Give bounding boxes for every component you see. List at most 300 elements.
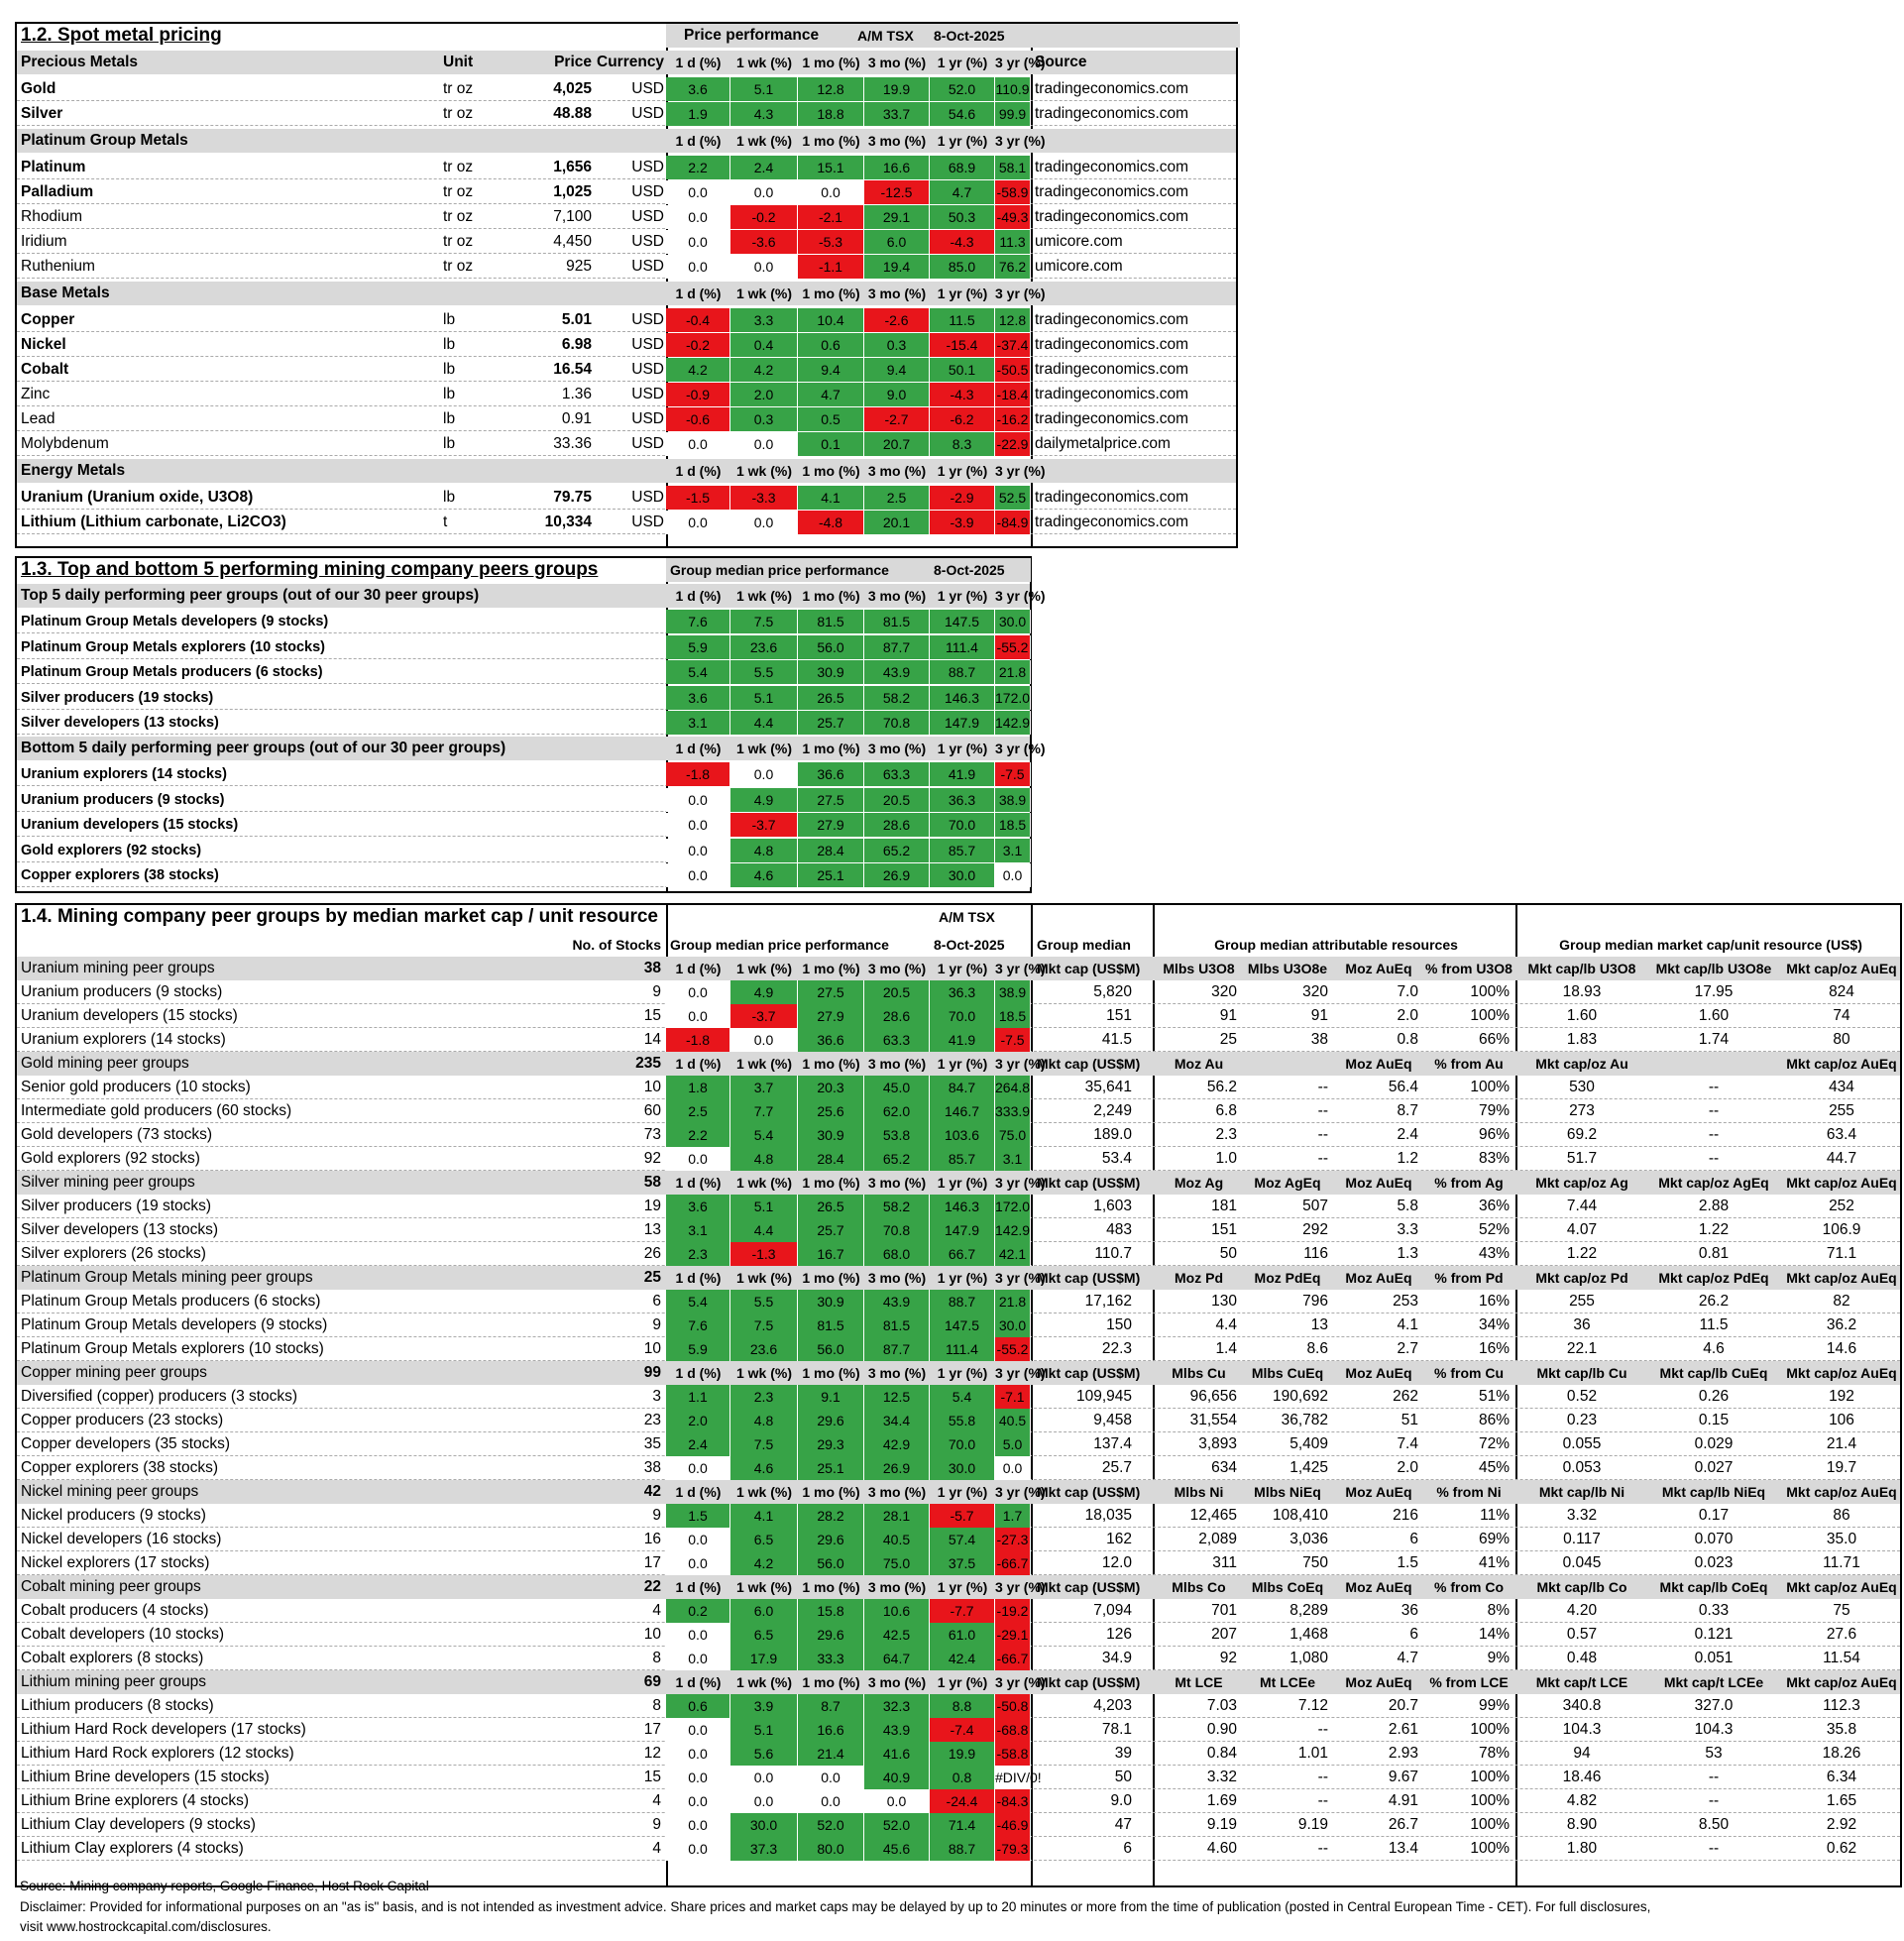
perf-cell: 0.6	[798, 333, 864, 357]
mktcap-unit-value: 27.6	[1826, 1626, 1857, 1643]
metal-row	[17, 333, 1236, 357]
resource-value: --	[1317, 1126, 1328, 1143]
mktcap-unit-value: 63.4	[1826, 1126, 1857, 1143]
mktcap-unit-value: 3.32	[1566, 1507, 1598, 1524]
mktcap-unit-value: 0.23	[1566, 1412, 1598, 1428]
perf-cell: 1.1	[666, 1385, 730, 1409]
perf-cell: 0.0	[798, 1766, 864, 1789]
perf-cell: 27.9	[798, 1004, 864, 1028]
mktcap-unit-value: 4.20	[1566, 1602, 1598, 1619]
perf-cell: -5.7	[930, 1504, 995, 1528]
perf-cell: 8.3	[930, 432, 995, 456]
perf-cell: 4.4	[730, 711, 798, 735]
perf-col-header: 3 yr (%)	[995, 1484, 1046, 1500]
group-name: Platinum Group Metals	[21, 132, 188, 149]
price: 4,450	[553, 233, 592, 250]
res-col-header: Mlbs CuEq	[1251, 1365, 1324, 1381]
mcr-col-header: Mkt cap/lb U3O8e	[1655, 961, 1772, 976]
resource-value: 1.5	[1397, 1554, 1418, 1571]
currency-col-header: Currency	[597, 54, 665, 70]
perf-cell: 20.5	[864, 788, 930, 812]
mktcap-unit-value: 69.2	[1566, 1126, 1598, 1143]
perf-col-header: 1 d (%)	[675, 1056, 722, 1072]
perf-col-header: 3 yr (%)	[995, 1270, 1046, 1286]
perf-cell: 7.6	[666, 1313, 730, 1337]
peer-group-name: Cobalt explorers (8 stocks)	[21, 1650, 204, 1666]
perf-cell: 36.3	[930, 980, 995, 1004]
mktcap-unit-value: 327.0	[1694, 1697, 1734, 1714]
section-title: 1.3. Top and bottom 5 performing mining company peers groups	[21, 559, 599, 580]
perf-cell: 15.1	[798, 156, 864, 179]
perf-cell: 85.7	[930, 1147, 995, 1171]
res-col-header: Mlbs U3O8e	[1247, 961, 1328, 976]
perf-cell: 81.5	[864, 610, 930, 633]
perf-col-header: 1 d (%)	[675, 1484, 722, 1500]
perf-col-header: 1 mo (%)	[802, 588, 860, 604]
peer-group-row	[17, 1456, 1900, 1480]
resource-value: 4.1	[1397, 1316, 1418, 1333]
price: 6.98	[561, 336, 592, 353]
resource-value: 100%	[1470, 983, 1510, 1000]
resource-value: 13	[1310, 1316, 1328, 1333]
peer-row	[17, 635, 1030, 659]
mktcap-unit-value: 71.1	[1826, 1245, 1857, 1262]
mktcap-col-header: Mkt cap (US$M)	[1037, 1674, 1141, 1690]
res-col-header: Moz Ag	[1174, 1175, 1224, 1191]
resource-value: 91	[1310, 1007, 1328, 1024]
price: 48.88	[553, 105, 592, 122]
perf-cell: 3.1	[666, 711, 730, 735]
mktcap-unit-value: 0.57	[1566, 1626, 1598, 1643]
perf-col-header: 3 mo (%)	[867, 55, 927, 70]
mktcap-unit-value: 0.070	[1694, 1531, 1734, 1547]
mktcap-unit-value: 11.54	[1823, 1650, 1860, 1666]
mktcap-unit-value: 36	[1573, 1316, 1591, 1333]
mktcap-col-header: Mkt cap (US$M)	[1037, 1365, 1141, 1381]
mcr-col-header: Mkt cap/t LCEe	[1663, 1674, 1764, 1690]
source: tradingeconomics.com	[1035, 159, 1189, 175]
resource-value: 16%	[1478, 1340, 1510, 1357]
perf-cell: -5.3	[798, 230, 864, 254]
perf-cell: 26.5	[798, 686, 864, 710]
perf-col-header: 3 mo (%)	[867, 1056, 927, 1072]
perf-col-header: 1 d (%)	[675, 1365, 722, 1381]
perf-col-header: 1 mo (%)	[802, 1365, 860, 1381]
mktcap-unit-value: 8.50	[1698, 1816, 1730, 1833]
perf-cell: 146.3	[930, 686, 995, 710]
group-header-row	[17, 459, 1236, 483]
perf-cell: 0.0	[798, 1789, 864, 1813]
perf-col-header: 3 yr (%)	[995, 741, 1046, 756]
perf-cell: 0.0	[995, 863, 1031, 887]
perf-cell: 40.5	[995, 1409, 1031, 1432]
stock-count: 15	[643, 1007, 661, 1024]
perf-col-header: 1 yr (%)	[937, 1365, 988, 1381]
block-label: Top 5 daily performing peer groups (out of our 30 peer groups)	[21, 587, 480, 604]
perf-cell: 29.3	[798, 1432, 864, 1456]
mktcap-unit-value: 192	[1829, 1388, 1854, 1405]
peer-row	[17, 660, 1030, 684]
resource-value: 181	[1211, 1198, 1237, 1214]
perf-col-header: 1 d (%)	[675, 1579, 722, 1595]
perf-cell: 56.0	[798, 1551, 864, 1575]
mktcap-unit-value: 104.3	[1562, 1721, 1602, 1738]
resource-value: 151	[1211, 1221, 1237, 1238]
perf-cell: -7.5	[995, 762, 1031, 786]
mktcap-unit-value: 434	[1829, 1079, 1854, 1095]
perf-cell: 5.1	[730, 1718, 798, 1742]
perf-cell: 2.5	[666, 1099, 730, 1123]
perf-cell: 4.8	[730, 1147, 798, 1171]
stock-count: 60	[643, 1102, 661, 1119]
peer-group-row	[17, 1599, 1900, 1623]
mktcap-unit-value: 11.71	[1823, 1554, 1860, 1571]
perf-cell: 20.3	[798, 1076, 864, 1099]
metal-row	[17, 77, 1236, 101]
peer-group-row	[17, 1694, 1900, 1718]
mktcap-unit-value: 0.023	[1694, 1554, 1734, 1571]
perf-cell: 30.0	[995, 1313, 1031, 1337]
currency: USD	[631, 435, 664, 452]
peer-group-row	[17, 1195, 1900, 1218]
res-col-header: % from Co	[1434, 1579, 1504, 1595]
peer-group-name: Silver explorers (26 stocks)	[21, 1245, 206, 1262]
resource-value: 1,425	[1289, 1459, 1328, 1476]
currency: USD	[631, 159, 664, 175]
perf-cell: 36.6	[798, 1028, 864, 1052]
resource-value: 207	[1211, 1626, 1237, 1643]
mcr-col-header: Mkt cap/oz AuEq	[1786, 1674, 1897, 1690]
resource-value: 9.19	[1206, 1816, 1237, 1833]
currency: USD	[631, 105, 664, 122]
stock-count: 13	[643, 1221, 661, 1238]
perf-cell: 25.7	[798, 711, 864, 735]
resource-value: 116	[1303, 1245, 1328, 1262]
resource-value: 1,080	[1289, 1650, 1328, 1666]
perf-cell: 34.4	[864, 1409, 930, 1432]
perf-cell: 30.0	[995, 610, 1031, 633]
source: umicore.com	[1035, 258, 1123, 275]
peer-group-row	[17, 1076, 1900, 1099]
mkt-cap: 18,035	[1084, 1507, 1132, 1524]
perf-cell: 111.4	[930, 635, 995, 659]
mcr-col-header: Mkt cap/lb U3O8	[1527, 961, 1636, 976]
res-col-header: Moz Pd	[1175, 1270, 1223, 1286]
perf-cell: 84.7	[930, 1076, 995, 1099]
perf-cell: 7.5	[730, 1432, 798, 1456]
resource-value: 1.3	[1397, 1245, 1418, 1262]
resource-value: 56.4	[1388, 1079, 1418, 1095]
perf-col-header: 3 yr (%)	[995, 463, 1046, 479]
peer-group-row	[17, 1028, 1900, 1052]
peer-group-name: Platinum Group Metals producers (6 stocks)	[21, 1293, 321, 1310]
metal-name: Nickel	[21, 336, 66, 353]
peer-group-row	[17, 1528, 1900, 1551]
resource-value: 8.6	[1306, 1340, 1328, 1357]
block-header-row	[17, 584, 1046, 608]
perf-cell: 70.0	[930, 813, 995, 837]
mcr-col-header: Mkt cap/oz Au	[1535, 1056, 1628, 1072]
stock-count: 12	[643, 1745, 661, 1762]
resource-value: 36	[1400, 1602, 1418, 1619]
peer-group-row	[17, 1766, 1900, 1789]
perf-cell: 30.0	[930, 1456, 995, 1480]
perf-cell: 6.0	[730, 1599, 798, 1623]
source-col-header: Source	[1035, 54, 1087, 70]
resource-value: 100%	[1470, 1007, 1510, 1024]
perf-col-header: 1 d (%)	[675, 463, 722, 479]
perf-cell: 56.0	[798, 1337, 864, 1361]
perf-cell: 0.0	[730, 432, 798, 456]
stock-count: 14	[643, 1031, 661, 1048]
perf-col-header: 1 wk (%)	[735, 1484, 792, 1500]
peer-row	[17, 863, 1030, 887]
resource-value: 51%	[1478, 1388, 1510, 1405]
mkt-cap: 6	[1123, 1840, 1132, 1857]
resource-value: 3,036	[1289, 1531, 1328, 1547]
perf-cell: 4.2	[730, 358, 798, 382]
stock-count: 8	[652, 1650, 661, 1666]
date-label: 8-Oct-2025	[934, 562, 1005, 578]
peer-name: Platinum Group Metals explorers (10 stocks)	[21, 638, 326, 655]
perf-cell: 53.8	[864, 1123, 930, 1147]
perf-col-header: 1 mo (%)	[802, 1579, 860, 1595]
mkt-cap: 47	[1114, 1816, 1132, 1833]
peer-group-row	[17, 1551, 1900, 1575]
perf-cell: 147.9	[930, 1218, 995, 1242]
perf-cell: -7.1	[995, 1385, 1031, 1409]
perf-cell: 88.7	[930, 660, 995, 684]
resource-value: 2.4	[1397, 1126, 1418, 1143]
res-col-header: % from U3O8	[1425, 961, 1512, 976]
perf-cell: 0.0	[666, 432, 730, 456]
resource-value: 34%	[1478, 1316, 1510, 1333]
perf-cell: 32.3	[864, 1694, 930, 1718]
mktcap-unit-value: 51.7	[1566, 1150, 1598, 1167]
stock-count: 4	[652, 1602, 661, 1619]
perf-cell: 0.0	[666, 511, 730, 534]
mktcap-unit-value: --	[1708, 1150, 1720, 1167]
resource-value: 2,089	[1198, 1531, 1237, 1547]
peer-name: Silver producers (19 stocks)	[21, 689, 214, 706]
perf-cell: 0.0	[666, 1551, 730, 1575]
mktcap-unit-value: 82	[1833, 1293, 1850, 1310]
metal-name: Lithium (Lithium carbonate, Li2CO3)	[21, 514, 286, 530]
perf-cell: 28.6	[864, 813, 930, 837]
mktcap-unit-value: 17.95	[1694, 983, 1734, 1000]
stock-count: 9	[652, 1316, 661, 1333]
perf-col-header: 3 mo (%)	[867, 1579, 927, 1595]
unit: lb	[443, 489, 456, 506]
mktcap-unit-value: 0.52	[1566, 1388, 1598, 1405]
perf-cell: 12.5	[864, 1385, 930, 1409]
perf-cell: 28.4	[798, 839, 864, 862]
perf-cell: -16.2	[995, 407, 1031, 431]
perf-cell: 68.0	[864, 1242, 930, 1266]
resource-value: 99%	[1478, 1697, 1510, 1714]
perf-cell: 88.7	[930, 1290, 995, 1313]
resource-value: 91	[1219, 1007, 1237, 1024]
mktcap-unit-value: 340.8	[1562, 1697, 1602, 1714]
resource-value: 4.4	[1215, 1316, 1237, 1333]
perf-col-header: 3 mo (%)	[867, 463, 927, 479]
header-row	[17, 933, 1900, 957]
unit: tr oz	[443, 105, 474, 122]
perf-cell: 36.3	[930, 788, 995, 812]
group-count: 99	[643, 1364, 661, 1381]
mktcap-unit-value: 0.81	[1698, 1245, 1730, 1262]
mkt-cap: 126	[1106, 1626, 1132, 1643]
metal-row	[17, 358, 1236, 382]
perf-cell: 0.0	[666, 980, 730, 1004]
perf-cell: 5.4	[666, 1290, 730, 1313]
resource-value: 701	[1211, 1602, 1237, 1619]
peer-row	[17, 610, 1030, 633]
perf-cell: 4.1	[730, 1504, 798, 1528]
perf-cell: 7.5	[730, 610, 798, 633]
perf-cell: 42.1	[995, 1242, 1031, 1266]
perf-cell: 9.1	[798, 1385, 864, 1409]
peer-group-name: Nickel explorers (17 stocks)	[21, 1554, 210, 1571]
resource-value: 20.7	[1388, 1697, 1418, 1714]
title-row	[17, 905, 1900, 929]
perf-cell: 70.0	[930, 1004, 995, 1028]
perf-cell: 20.1	[864, 511, 930, 534]
perf-cell: 3.1	[995, 839, 1031, 862]
mktcap-unit-value: 94	[1573, 1745, 1591, 1762]
perf-cell: 2.4	[666, 1432, 730, 1456]
mkt-cap: 34.9	[1101, 1650, 1132, 1666]
perf-cell: -2.6	[864, 308, 930, 332]
perf-cell: 103.6	[930, 1123, 995, 1147]
perf-cell: 3.7	[730, 1076, 798, 1099]
group-name: Copper mining peer groups	[21, 1364, 207, 1381]
metal-row	[17, 205, 1236, 229]
group-name: Lithium mining peer groups	[21, 1673, 206, 1690]
mktcap-unit-value: 35.8	[1826, 1721, 1857, 1738]
perf-cell: 146.7	[930, 1099, 995, 1123]
stock-count: 4	[652, 1840, 661, 1857]
resource-value: 9%	[1487, 1650, 1510, 1666]
perf-cell: 0.0	[864, 1789, 930, 1813]
perf-cell: 3.9	[730, 1694, 798, 1718]
title-row	[17, 558, 1030, 582]
stock-count: 19	[643, 1198, 661, 1214]
perf-cell: 28.2	[798, 1504, 864, 1528]
perf-col-header: 3 mo (%)	[867, 741, 927, 756]
unit: lb	[443, 435, 456, 452]
perf-cell: 0.0	[730, 1789, 798, 1813]
perf-cell: 5.4	[666, 660, 730, 684]
perf-col-header: 1 d (%)	[675, 1175, 722, 1191]
perf-col-header: 1 mo (%)	[802, 741, 860, 756]
mkt-cap: 2,249	[1093, 1102, 1132, 1119]
mktcap-unit-value: --	[1708, 1840, 1720, 1857]
stock-count: 16	[643, 1531, 661, 1547]
perf-cell: #DIV/0!	[995, 1766, 1031, 1789]
perf-cell: 18.5	[995, 1004, 1031, 1028]
mktcap-unit-value: 0.055	[1562, 1435, 1602, 1452]
peer-group-name: Lithium Clay explorers (4 stocks)	[21, 1840, 244, 1857]
perf-cell: 7.6	[666, 610, 730, 633]
perf-col-header: 1 d (%)	[675, 1270, 722, 1286]
perf-col-header: 3 mo (%)	[867, 1365, 927, 1381]
perf-cell: 29.6	[798, 1528, 864, 1551]
stock-count: 8	[652, 1697, 661, 1714]
perf-cell: 0.0	[730, 762, 798, 786]
resource-value: 292	[1302, 1221, 1328, 1238]
mkt-cap: 41.5	[1101, 1031, 1132, 1048]
mktcap-unit-value: 4.6	[1703, 1340, 1725, 1357]
metal-name: Molybdenum	[21, 435, 109, 452]
perf-col-header: 1 mo (%)	[802, 463, 860, 479]
perf-cell: 38.9	[995, 788, 1031, 812]
mktcap-unit-value: 1.60	[1566, 1007, 1598, 1024]
mktcap-unit-value: 106.9	[1822, 1221, 1861, 1238]
section-title: 1.2. Spot metal pricing	[17, 24, 666, 48]
perf-cell: -7.7	[930, 1599, 995, 1623]
resource-value: 0.84	[1206, 1745, 1237, 1762]
perf-cell: 16.6	[798, 1718, 864, 1742]
source: tradingeconomics.com	[1035, 208, 1189, 225]
peer-row	[17, 788, 1030, 812]
perf-col-header: 1 wk (%)	[735, 1579, 792, 1595]
perf-cell: 4.3	[730, 102, 798, 126]
peer-name: Uranium developers (15 stocks)	[21, 817, 239, 834]
mktcap-unit-value: --	[1708, 1079, 1720, 1095]
metal-row	[17, 511, 1236, 534]
perf-cell: -66.7	[995, 1647, 1031, 1670]
perf-cell: -6.2	[930, 407, 995, 431]
perf-cell: 111.4	[930, 1337, 995, 1361]
peer-group-name: Intermediate gold producers (60 stocks)	[21, 1102, 292, 1119]
perf-col-header: 1 yr (%)	[937, 1674, 988, 1690]
mktcap-unit-value: 255	[1829, 1102, 1854, 1119]
mktcap-unit-value: --	[1708, 1769, 1720, 1785]
perf-cell: 30.9	[798, 660, 864, 684]
mkt-cap: 1,603	[1093, 1198, 1132, 1214]
perf-col-header: 1 d (%)	[675, 1674, 722, 1690]
perf-cell: 0.0	[666, 1456, 730, 1480]
mcr-col-header: Mkt cap/lb NiEq	[1661, 1484, 1766, 1500]
source: tradingeconomics.com	[1035, 105, 1189, 122]
resource-value: 7.0	[1397, 983, 1418, 1000]
perf-col-header: 3 yr (%)	[995, 1056, 1046, 1072]
perf-cell: 5.9	[666, 635, 730, 659]
perf-cell: 71.4	[930, 1813, 995, 1837]
perf-cell: 18.5	[995, 813, 1031, 837]
mktcap-unit-value: --	[1708, 1102, 1720, 1119]
perf-cell: -22.9	[995, 432, 1031, 456]
mktcap-unit-value: 824	[1829, 983, 1854, 1000]
currency: USD	[631, 489, 664, 506]
perf-cell: 5.1	[730, 77, 798, 101]
perf-cell: -79.3	[995, 1837, 1031, 1861]
peer-group-name: Senior gold producers (10 stocks)	[21, 1079, 251, 1095]
group-median-perf-header: Group median price performance	[670, 937, 889, 953]
perf-cell: 3.6	[666, 1195, 730, 1218]
group-header-row	[17, 282, 1236, 305]
group-header-row	[17, 1171, 1900, 1195]
resource-value: 7.03	[1206, 1697, 1237, 1714]
resource-value: 5,409	[1289, 1435, 1328, 1452]
peer-group-row	[17, 1409, 1900, 1432]
mktcap-unit-value: 86	[1833, 1507, 1850, 1524]
stock-count: 9	[652, 1507, 661, 1524]
peer-group-row	[17, 1837, 1900, 1861]
mkt-cap: 5,820	[1093, 983, 1132, 1000]
perf-cell: 29.1	[864, 205, 930, 229]
